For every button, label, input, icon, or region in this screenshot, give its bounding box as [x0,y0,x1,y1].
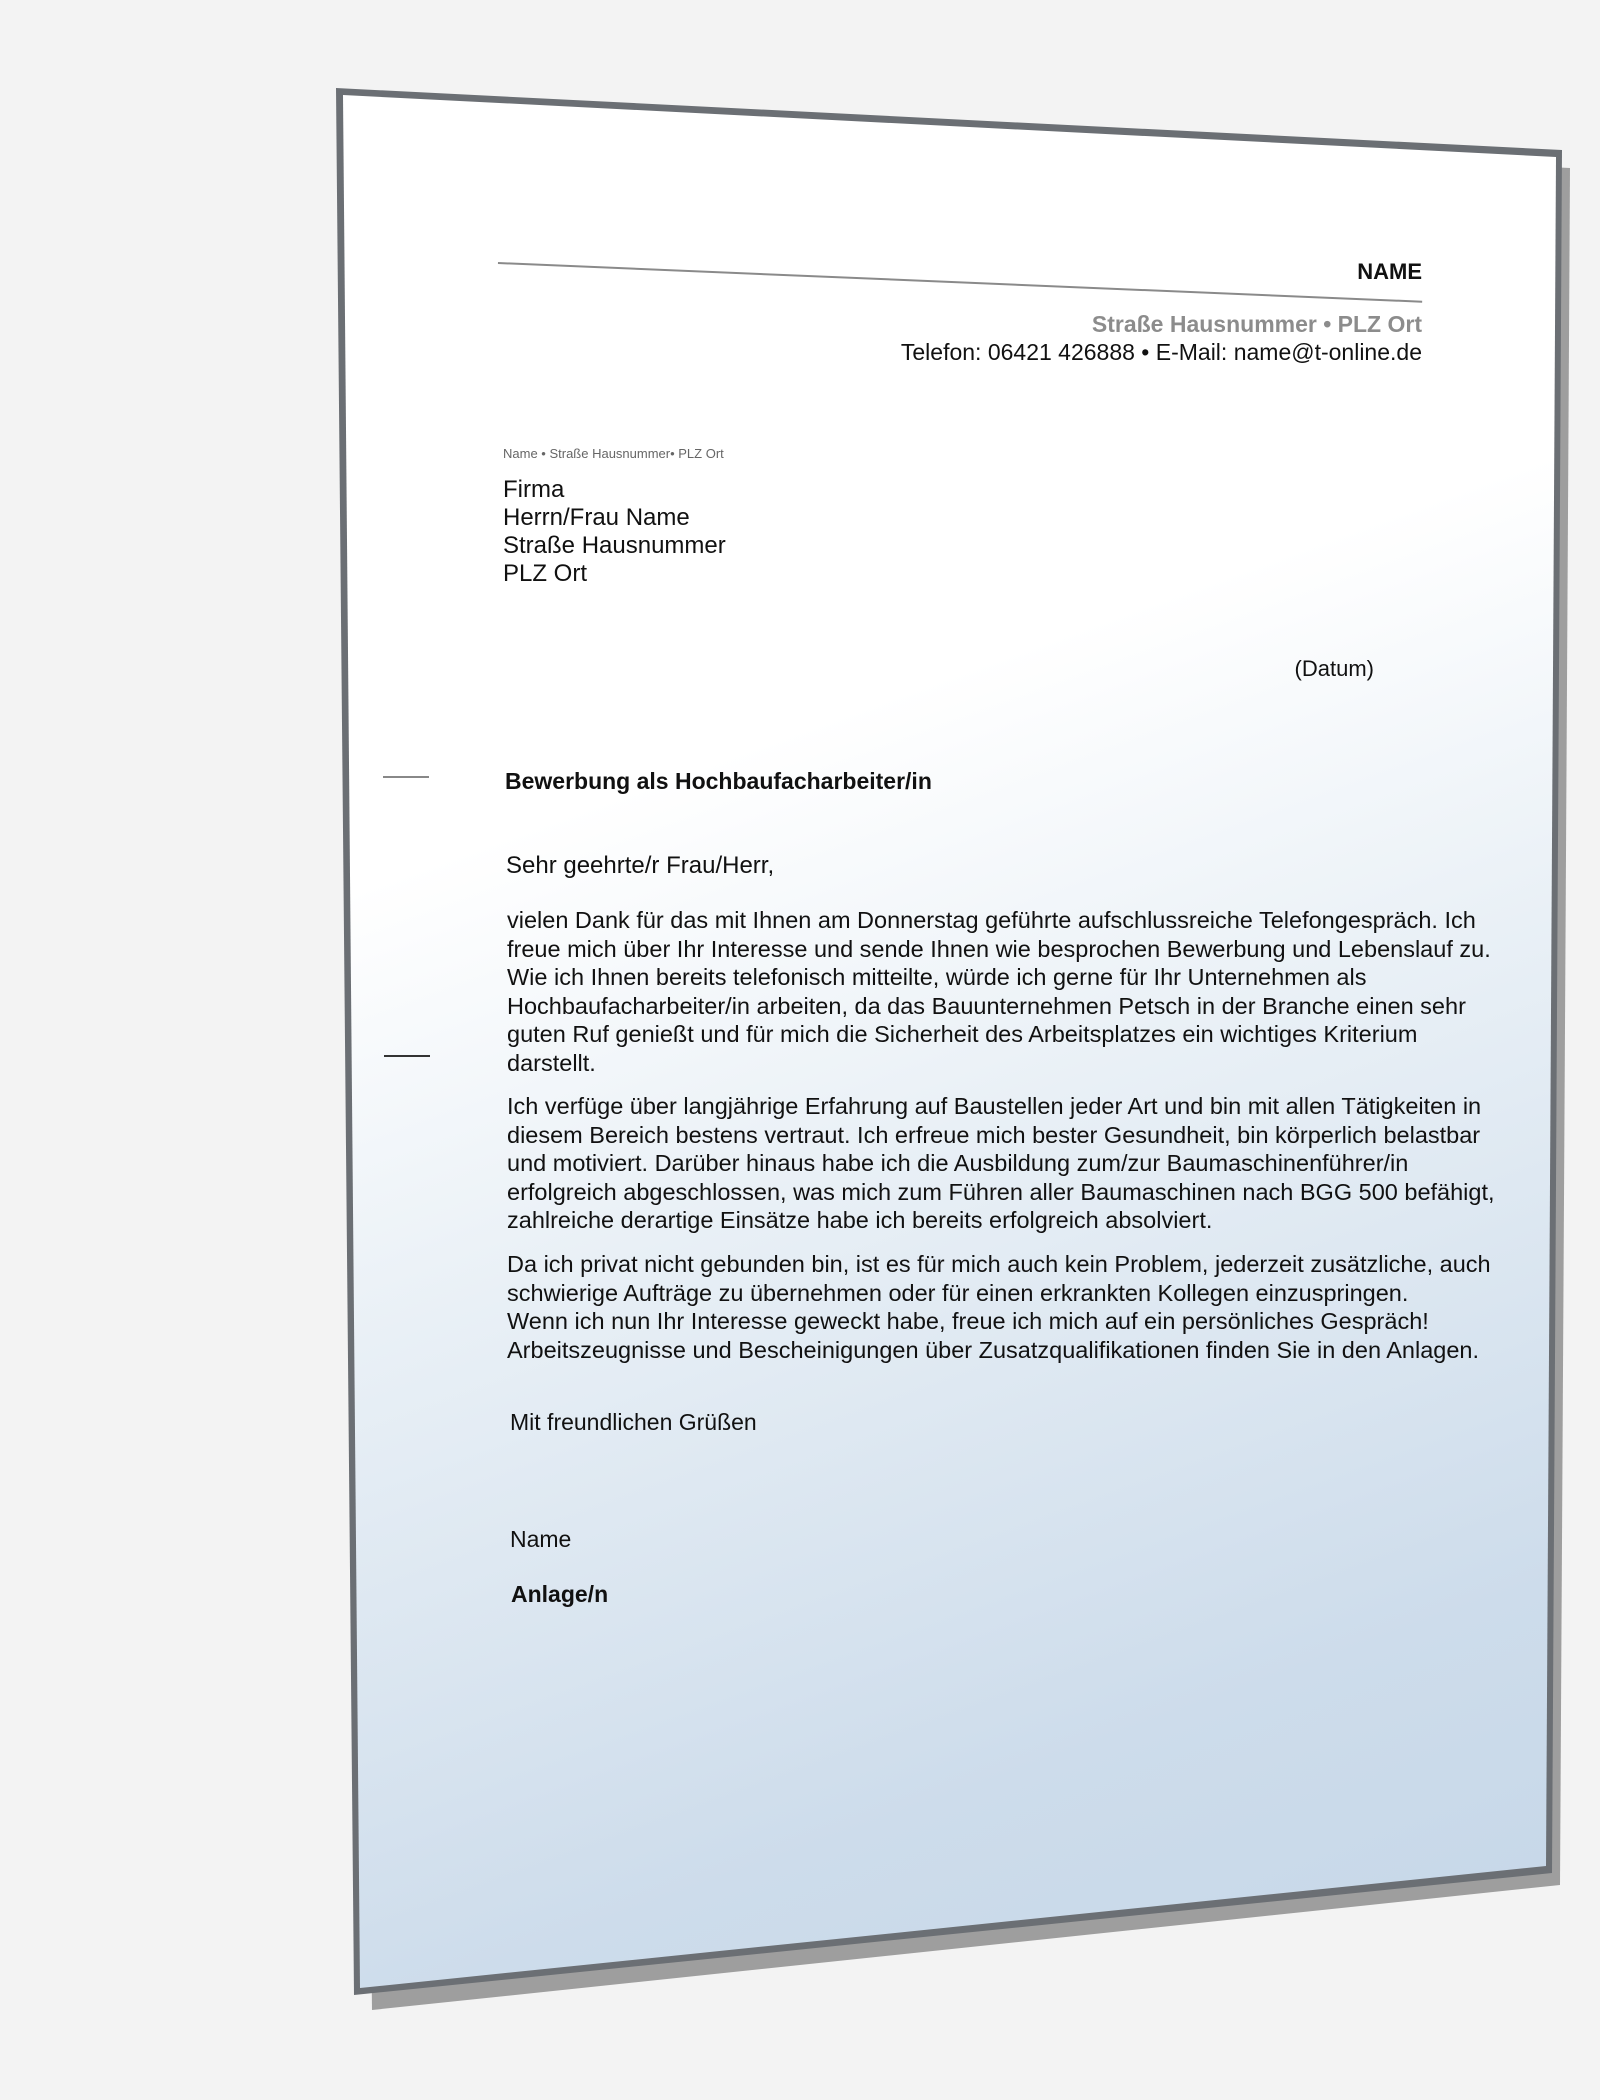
text-line: Wenn ich nun Ihr Interesse geweckt habe, freue ich mich auf ein persönliches Gespräch! [507,1308,1429,1334]
closing: Mit freundlichen Grüßen [510,1409,757,1435]
text-line: Da ich privat nicht gebunden bin, ist es für mich auch kein Problem, jederzeit zusätzliche, auch [507,1251,1491,1277]
recipient-line: Herrn/Frau Name [503,504,690,531]
text-line: vielen Dank für das mit Ihnen am Donnerstag geführte aufschlussreiche Telefongespräch. Ich [507,907,1476,933]
signature-name: Name [510,1526,572,1552]
text-line: freue mich über Ihr Interesse und sende Ihnen wie besprochen Bewerbung und Lebenslauf zu. [507,935,1491,962]
text-line: Wie ich Ihnen bereits telefonisch mitteilte, würde ich gerne für Ihr Unternehmen als [507,964,1367,990]
subject-line: Bewerbung als Hochbaufacharbeiter/in [505,768,932,794]
salutation: Sehr geehrte/r Frau/Herr, [506,852,775,879]
text-line: Ich verfüge über langjährige Erfahrung auf Baustellen jeder Art und bin mit allen Tätigkeiten in [507,1093,1482,1119]
recipient-line: PLZ Ort [503,560,588,587]
header-address: Straße Hausnummer • PLZ Ort [1091,311,1422,337]
date: (Datum) [1294,656,1374,681]
attachments-label: Anlage/n [511,1581,609,1607]
text-line: Arbeitszeugnisse und Bescheinigungen über Zusatzqualifikationen finden Sie in den Anlagen. [507,1336,1480,1363]
text-line: Hochbaufacharbeiter/in arbeiten, da das Bauunternehmen Petsch in der Branche einen sehr [507,992,1466,1019]
text-line: erfolgreich abgeschlossen, was mich zum Führen aller Baumaschinen nach BGG 500 befähigt, [507,1178,1495,1205]
sender-line: Name • Straße Hausnummer• PLZ Ort [503,446,724,461]
punch-mark [384,1055,430,1057]
text-line: darstellt. [507,1049,596,1076]
paragraph-2 [507,1092,1495,1235]
recipient-line: Straße Hausnummer [503,532,726,559]
paragraph-1 [507,906,1491,1077]
text-line: und motiviert. Darüber hinaus habe ich die Ausbildung zum/zur Baumaschinenführer/in [507,1150,1409,1176]
header-contact: Telefon: 06421 426888 • E-Mail: name@t-online.de [900,339,1422,365]
text-line: guten Ruf genießt und für mich die Sicherheit des Arbeitsplatzes ein wichtiges Kriterium [507,1021,1418,1047]
recipient-line: Firma [503,476,565,503]
header-name: NAME [1357,259,1422,284]
fold-mark [383,776,429,778]
text-line: schwierige Aufträge zu übernehmen oder für einen erkrankten Kollegen einzuspringen. [507,1279,1409,1306]
text-line: diesem Bereich bestens vertraut. Ich erfreue mich bester Gesundheit, bin körperlich belastbar [507,1121,1481,1148]
recipient-address [503,476,726,588]
text-line: zahlreiche derartige Einsätze habe ich bereits erfolgreich absolviert. [507,1207,1213,1233]
paragraph-3 [507,1250,1491,1364]
